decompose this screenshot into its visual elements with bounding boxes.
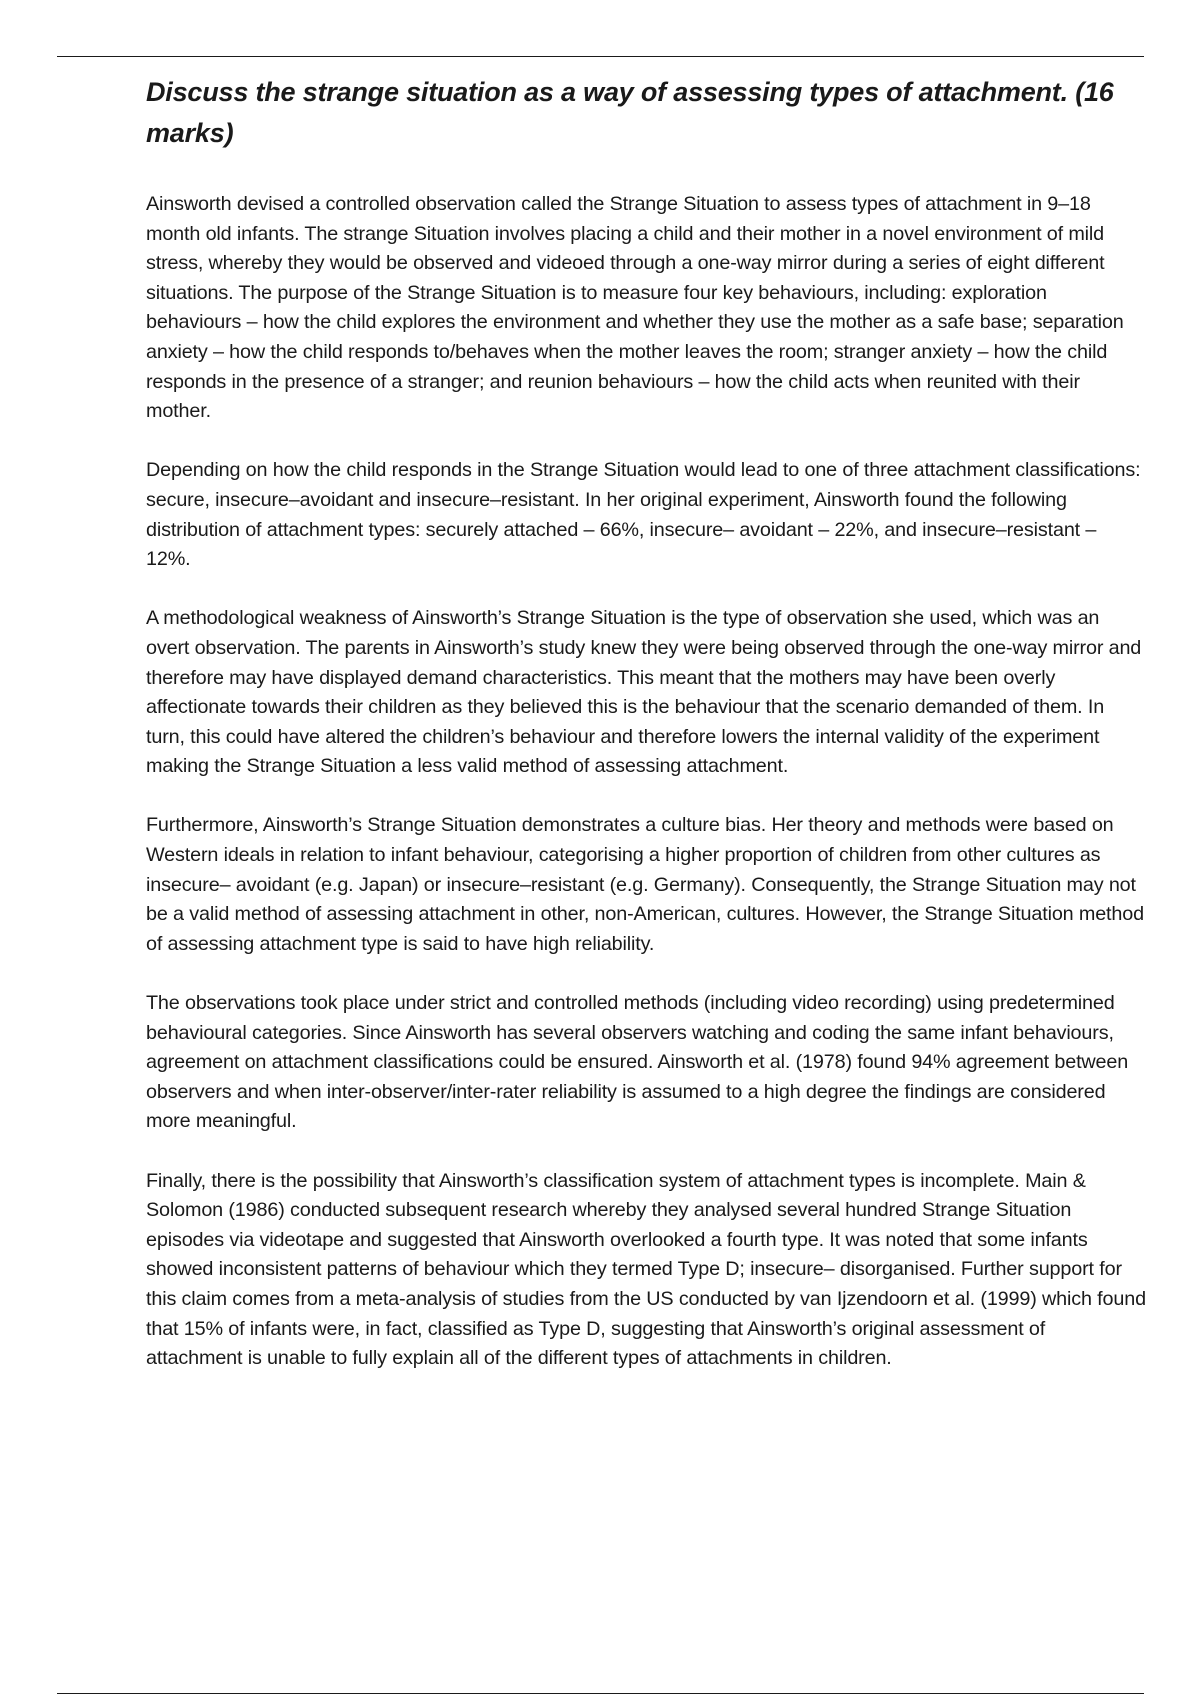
paragraph-reliability: The observations took place under strict and controlled methods (including video recording) using predetermined behavioural categories. Since Ainsworth has several observers watching and coding the same infant behaviours, agreement on attachment classifications could be ensured. Ainsworth et al. (1978) found 94% agreement between observers and when inter-observer/inter-rater reliability is assumed to a high degree the findings are considered more meaningful. — [146, 992, 1129, 1133]
paragraph-culture-bias: Furthermore, Ainsworth’s Strange Situation demonstrates a culture bias. Her theory and methods were based on Western ideals in relation to infant behaviour, categorising a higher proportion of children from other cultures as insecure– avoidant (e.g. Japan) or insecure–resistant (e.g. Germany). Consequently, the Strange Situation may not be a valid method of assessing attachment in other, non-American, cultures. However, the Strange Situation method of assessing attachment type is said to have high reliability. — [146, 814, 1144, 955]
paragraph-type-d: Finally, there is the possibility that Ainsworth’s classification system of attachment types is incomplete. Main & Solomon (1986) conducted subsequent research whereby they analysed several hundred Strange Situation episodes via videotape and suggested that Ainsworth overlooked a fourth type. It was noted that some infants showed inconsistent patterns of behaviour which they termed Type D; insecure– disorganised. Further support for this claim comes from a meta-analysis of studies from the US conducted by van Ijzendoorn et al. (1999) which found that 15% of infants were, in fact, classified as Type D, suggesting that Ainsworth’s original assessment of attachment is unable to fully explain all of the different types of attachments in children. — [146, 1169, 1146, 1370]
bottom-rule — [57, 1693, 1144, 1694]
paragraph-methodological-weakness: A methodological weakness of Ainsworth’s Strange Situation is the type of observation she used, which was an overt observation. The parents in Ainsworth’s study knew they were being observed through the one-way mirror and therefore may have displayed demand characteristics. This meant that the mothers may have been overly affectionate towards their children as they believed this is the behaviour that the scenario demanded of them. In turn, this could have altered the children’s behaviour and therefore lowers the internal validity of the experiment making the Strange Situation a less valid method of assessing attachment. — [146, 607, 1142, 778]
paragraph-classifications: Depending on how the child responds in the Strange Situation would lead to one of three attachment classifications: secure, insecure–avoidant and insecure–resistant. In her original experiment, Ainsworth found the following distribution of attachment types: securely attached – 66%, insecure– avoidant – 22%, and insecure–resistant – 12%. — [146, 459, 1141, 571]
question-title: Discuss the strange situation as a way of assessing types of attachment. (16 marks) — [146, 77, 1114, 148]
top-rule — [57, 56, 1144, 57]
document-body — [146, 72, 1146, 1403]
paragraph-introduction: Ainsworth devised a controlled observation called the Strange Situation to assess types of attachment in 9–18 month old infants. The strange Situation involves placing a child and their mother in a novel environment of mild stress, whereby they would be observed and videoed through a one-way mirror during a series of eight different situations. The purpose of the Strange Situation is to measure four key behaviours, including: exploration behaviours – how the child explores the environment and whether they use the mother as a safe base; separation anxiety – how the child responds to/behaves when the mother leaves the room; stranger anxiety – how the child responds in the presence of a stranger; and reunion behaviours – how the child acts when reunited with their mother. — [146, 193, 1124, 423]
